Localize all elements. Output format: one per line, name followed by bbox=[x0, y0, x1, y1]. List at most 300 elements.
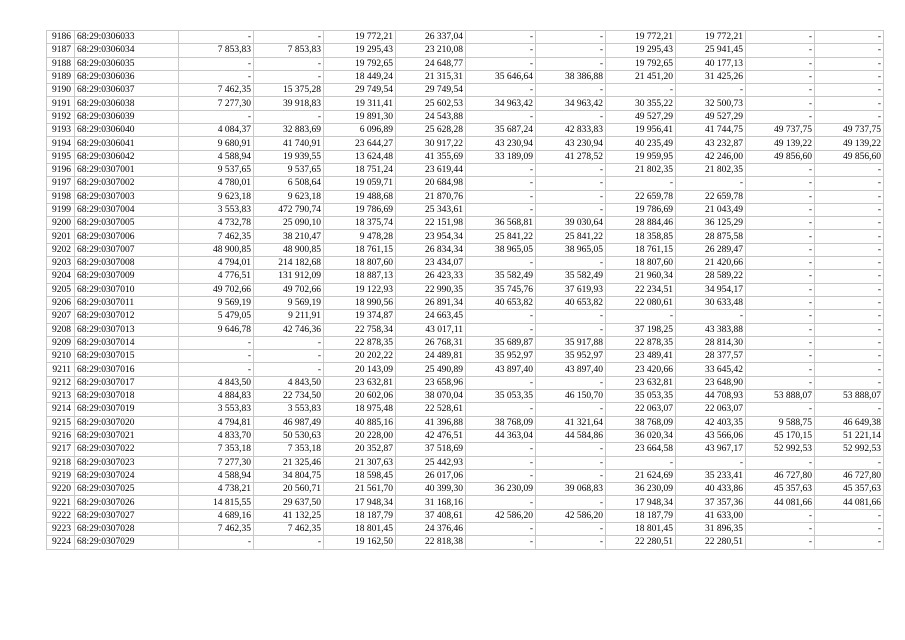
cadastral-code-cell: 68:29:0307008 bbox=[75, 257, 179, 270]
cadastral-code-cell: 68:29:0307018 bbox=[75, 390, 179, 403]
table-row bbox=[47, 124, 884, 137]
cadastral-code-cell: 68:29:0307026 bbox=[75, 496, 179, 509]
value-cell: 7 853,83 bbox=[254, 44, 324, 57]
table-row bbox=[47, 443, 884, 456]
value-cell: 26 337,04 bbox=[396, 31, 466, 44]
table-row bbox=[47, 243, 884, 256]
value-cell: 40 653,82 bbox=[466, 296, 536, 309]
value-cell: - bbox=[815, 177, 884, 190]
value-cell: 19 956,41 bbox=[606, 124, 676, 137]
value-cell: - bbox=[746, 270, 815, 283]
value-cell: 28 884,46 bbox=[606, 217, 676, 230]
value-cell: 29 749,54 bbox=[324, 84, 396, 97]
value-cell: 44 081,66 bbox=[815, 496, 884, 509]
value-cell: 38 386,88 bbox=[536, 70, 606, 83]
value-cell: 22 659,78 bbox=[606, 190, 676, 203]
value-cell: 4 794,01 bbox=[179, 257, 254, 270]
row-number-cell: 9190 bbox=[47, 84, 75, 97]
table-row bbox=[47, 363, 884, 376]
value-cell: 19 059,71 bbox=[324, 177, 396, 190]
value-cell: 22 758,34 bbox=[324, 323, 396, 336]
value-cell: 35 053,35 bbox=[466, 390, 536, 403]
value-cell: 39 030,64 bbox=[536, 217, 606, 230]
value-cell: 9 680,91 bbox=[179, 137, 254, 150]
value-cell: 31 896,35 bbox=[676, 522, 746, 535]
value-cell: 42 403,35 bbox=[676, 416, 746, 429]
value-cell: 35 053,35 bbox=[606, 390, 676, 403]
value-cell: - bbox=[536, 522, 606, 535]
cadastral-code-cell: 68:29:0306036 bbox=[75, 70, 179, 83]
value-cell: 34 963,42 bbox=[536, 97, 606, 110]
value-cell: 25 602,53 bbox=[396, 97, 466, 110]
value-cell: 22 280,51 bbox=[676, 536, 746, 549]
value-cell: - bbox=[179, 31, 254, 44]
value-cell: - bbox=[815, 323, 884, 336]
value-cell: 43 383,88 bbox=[676, 323, 746, 336]
table-row bbox=[47, 217, 884, 230]
value-cell: 49 527,29 bbox=[606, 110, 676, 123]
value-cell: 18 358,85 bbox=[606, 230, 676, 243]
value-cell: 7 462,35 bbox=[179, 522, 254, 535]
value-cell: 28 875,58 bbox=[676, 230, 746, 243]
value-cell: 41 740,91 bbox=[254, 137, 324, 150]
table-row bbox=[47, 483, 884, 496]
value-cell: 18 807,60 bbox=[606, 257, 676, 270]
value-cell: 26 768,31 bbox=[396, 336, 466, 349]
value-cell: 49 737,75 bbox=[746, 124, 815, 137]
row-number-cell: 9219 bbox=[47, 469, 75, 482]
cadastral-code-cell: 68:29:0307007 bbox=[75, 243, 179, 256]
value-cell: 30 917,22 bbox=[396, 137, 466, 150]
value-cell: 42 586,20 bbox=[466, 509, 536, 522]
value-cell: 41 396,88 bbox=[396, 416, 466, 429]
value-cell: - bbox=[466, 536, 536, 549]
value-cell: 22 063,07 bbox=[676, 403, 746, 416]
table-body bbox=[47, 31, 884, 550]
table-row bbox=[47, 70, 884, 83]
value-cell: - bbox=[815, 57, 884, 70]
value-cell: - bbox=[815, 203, 884, 216]
value-cell: 35 233,41 bbox=[676, 469, 746, 482]
value-cell: - bbox=[466, 57, 536, 70]
value-cell: 22 528,61 bbox=[396, 403, 466, 416]
value-cell: 44 081,66 bbox=[746, 496, 815, 509]
row-number-cell: 9216 bbox=[47, 429, 75, 442]
cadastral-code-cell: 68:29:0306034 bbox=[75, 44, 179, 57]
value-cell: - bbox=[466, 443, 536, 456]
row-number-cell: 9193 bbox=[47, 124, 75, 137]
value-cell: 20 352,87 bbox=[324, 443, 396, 456]
value-cell: - bbox=[815, 509, 884, 522]
value-cell: - bbox=[815, 243, 884, 256]
row-number-cell: 9189 bbox=[47, 70, 75, 83]
cadastral-code-cell: 68:29:0307015 bbox=[75, 350, 179, 363]
value-cell: - bbox=[815, 283, 884, 296]
table-row bbox=[47, 84, 884, 97]
value-cell: 53 888,07 bbox=[815, 390, 884, 403]
value-cell: 7 277,30 bbox=[179, 456, 254, 469]
value-cell: 19 162,50 bbox=[324, 536, 396, 549]
value-cell: 36 230,09 bbox=[466, 483, 536, 496]
table-row bbox=[47, 350, 884, 363]
value-cell: 9 478,28 bbox=[324, 230, 396, 243]
value-cell: - bbox=[254, 31, 324, 44]
row-number-cell: 9196 bbox=[47, 163, 75, 176]
value-cell: - bbox=[254, 536, 324, 549]
value-cell: - bbox=[254, 350, 324, 363]
value-cell: 18 975,48 bbox=[324, 403, 396, 416]
value-cell: 18 187,79 bbox=[606, 509, 676, 522]
value-cell: 19 786,69 bbox=[324, 203, 396, 216]
value-cell: 7 353,18 bbox=[254, 443, 324, 456]
row-number-cell: 9187 bbox=[47, 44, 75, 57]
value-cell: - bbox=[746, 509, 815, 522]
value-cell: 19 488,68 bbox=[324, 190, 396, 203]
value-cell: - bbox=[606, 84, 676, 97]
row-number-cell: 9205 bbox=[47, 283, 75, 296]
value-cell: 19 295,43 bbox=[606, 44, 676, 57]
value-cell: 31 425,26 bbox=[676, 70, 746, 83]
value-cell: 4 738,21 bbox=[179, 483, 254, 496]
value-cell: - bbox=[746, 84, 815, 97]
cadastral-code-cell: 68:29:0307019 bbox=[75, 403, 179, 416]
value-cell: - bbox=[536, 376, 606, 389]
value-cell: - bbox=[676, 177, 746, 190]
value-cell: 38 768,09 bbox=[466, 416, 536, 429]
value-cell: 34 804,75 bbox=[254, 469, 324, 482]
value-cell: - bbox=[536, 203, 606, 216]
table-row bbox=[47, 522, 884, 535]
value-cell: - bbox=[466, 310, 536, 323]
value-cell: 38 768,09 bbox=[606, 416, 676, 429]
value-cell: - bbox=[815, 230, 884, 243]
table-row bbox=[47, 469, 884, 482]
row-number-cell: 9222 bbox=[47, 509, 75, 522]
value-cell: 22 063,07 bbox=[606, 403, 676, 416]
row-number-cell: 9206 bbox=[47, 296, 75, 309]
cadastral-code-cell: 68:29:0306038 bbox=[75, 97, 179, 110]
row-number-cell: 9217 bbox=[47, 443, 75, 456]
value-cell: - bbox=[746, 110, 815, 123]
value-cell: - bbox=[536, 469, 606, 482]
value-cell: 43 017,11 bbox=[396, 323, 466, 336]
row-number-cell: 9198 bbox=[47, 190, 75, 203]
value-cell: - bbox=[746, 283, 815, 296]
value-cell: - bbox=[815, 350, 884, 363]
value-cell: - bbox=[466, 31, 536, 44]
value-cell: 22 878,35 bbox=[606, 336, 676, 349]
value-cell: 41 744,75 bbox=[676, 124, 746, 137]
value-cell: 23 954,34 bbox=[396, 230, 466, 243]
cadastral-code-cell: 68:29:0307011 bbox=[75, 296, 179, 309]
row-number-cell: 9207 bbox=[47, 310, 75, 323]
value-cell: 43 566,06 bbox=[676, 429, 746, 442]
value-cell: 23 420,66 bbox=[606, 363, 676, 376]
table-row bbox=[47, 296, 884, 309]
value-cell: 4 833,70 bbox=[179, 429, 254, 442]
value-cell: 19 959,95 bbox=[606, 150, 676, 163]
value-cell: 46 727,80 bbox=[815, 469, 884, 482]
value-cell: - bbox=[746, 97, 815, 110]
value-cell: 18 375,74 bbox=[324, 217, 396, 230]
value-cell: 35 689,87 bbox=[466, 336, 536, 349]
value-cell: 18 761,15 bbox=[324, 243, 396, 256]
value-cell: 34 954,17 bbox=[676, 283, 746, 296]
value-cell: 20 602,06 bbox=[324, 390, 396, 403]
cadastral-code-cell: 68:29:0307029 bbox=[75, 536, 179, 549]
table-row bbox=[47, 31, 884, 44]
table-row bbox=[47, 203, 884, 216]
table-row bbox=[47, 403, 884, 416]
value-cell: 6 508,64 bbox=[254, 177, 324, 190]
value-cell: - bbox=[746, 243, 815, 256]
value-cell: 25 841,22 bbox=[466, 230, 536, 243]
value-cell: 23 434,07 bbox=[396, 257, 466, 270]
value-cell: 19 295,43 bbox=[324, 44, 396, 57]
value-cell: 131 912,09 bbox=[254, 270, 324, 283]
value-cell: 25 841,22 bbox=[536, 230, 606, 243]
cadastral-code-cell: 68:29:0307012 bbox=[75, 310, 179, 323]
value-cell: 43 232,87 bbox=[676, 137, 746, 150]
value-cell: 53 888,07 bbox=[746, 390, 815, 403]
table-row bbox=[47, 310, 884, 323]
table-row bbox=[47, 376, 884, 389]
value-cell: - bbox=[254, 70, 324, 83]
cadastral-code-cell: 68:29:0306041 bbox=[75, 137, 179, 150]
value-cell: 472 790,74 bbox=[254, 203, 324, 216]
value-cell: 30 633,48 bbox=[676, 296, 746, 309]
value-cell: 21 802,35 bbox=[606, 163, 676, 176]
value-cell: - bbox=[815, 336, 884, 349]
value-cell: - bbox=[746, 403, 815, 416]
value-cell: 35 582,49 bbox=[466, 270, 536, 283]
value-cell: 26 423,33 bbox=[396, 270, 466, 283]
value-cell: 41 278,52 bbox=[536, 150, 606, 163]
value-cell: - bbox=[466, 190, 536, 203]
value-cell: 35 952,97 bbox=[536, 350, 606, 363]
value-cell: - bbox=[815, 44, 884, 57]
cadastral-code-cell: 68:29:0306040 bbox=[75, 124, 179, 137]
value-cell: 44 363,04 bbox=[466, 429, 536, 442]
value-cell: 39 918,83 bbox=[254, 97, 324, 110]
value-cell: 23 489,41 bbox=[606, 350, 676, 363]
value-cell: - bbox=[815, 363, 884, 376]
value-cell: 38 210,47 bbox=[254, 230, 324, 243]
value-cell: - bbox=[676, 456, 746, 469]
value-cell: 41 321,64 bbox=[536, 416, 606, 429]
value-cell: 24 648,77 bbox=[396, 57, 466, 70]
value-cell: 7 353,18 bbox=[179, 443, 254, 456]
table-row bbox=[47, 137, 884, 150]
value-cell: 41 355,69 bbox=[396, 150, 466, 163]
value-cell: 7 462,35 bbox=[179, 230, 254, 243]
value-cell: 43 230,94 bbox=[466, 137, 536, 150]
table-row bbox=[47, 163, 884, 176]
value-cell: 49 702,66 bbox=[179, 283, 254, 296]
value-cell: 17 948,34 bbox=[606, 496, 676, 509]
row-number-cell: 9199 bbox=[47, 203, 75, 216]
value-cell: - bbox=[815, 190, 884, 203]
value-cell: - bbox=[536, 190, 606, 203]
value-cell: 35 646,64 bbox=[466, 70, 536, 83]
value-cell: - bbox=[746, 350, 815, 363]
value-cell: - bbox=[746, 203, 815, 216]
value-cell: - bbox=[466, 323, 536, 336]
value-cell: - bbox=[746, 163, 815, 176]
cadastral-code-cell: 68:29:0307017 bbox=[75, 376, 179, 389]
value-cell: 46 727,80 bbox=[746, 469, 815, 482]
value-cell: 21 561,70 bbox=[324, 483, 396, 496]
value-cell: - bbox=[536, 403, 606, 416]
value-cell: 26 891,34 bbox=[396, 296, 466, 309]
value-cell: 21 870,76 bbox=[396, 190, 466, 203]
value-cell: 37 357,36 bbox=[676, 496, 746, 509]
value-cell: - bbox=[746, 190, 815, 203]
value-cell: - bbox=[254, 110, 324, 123]
cadastral-code-cell: 68:29:0307013 bbox=[75, 323, 179, 336]
value-cell: - bbox=[746, 536, 815, 549]
table-row bbox=[47, 190, 884, 203]
value-cell: 22 080,61 bbox=[606, 296, 676, 309]
cadastral-code-cell: 68:29:0307028 bbox=[75, 522, 179, 535]
row-number-cell: 9202 bbox=[47, 243, 75, 256]
row-number-cell: 9186 bbox=[47, 31, 75, 44]
value-cell: 20 684,98 bbox=[396, 177, 466, 190]
value-cell: - bbox=[746, 323, 815, 336]
value-cell: 4 884,83 bbox=[179, 390, 254, 403]
value-cell: 22 990,35 bbox=[396, 283, 466, 296]
value-cell: 24 376,46 bbox=[396, 522, 466, 535]
value-cell: - bbox=[746, 44, 815, 57]
value-cell: 36 020,34 bbox=[606, 429, 676, 442]
value-cell: 49 527,29 bbox=[676, 110, 746, 123]
value-cell: 35 582,49 bbox=[536, 270, 606, 283]
row-number-cell: 9195 bbox=[47, 150, 75, 163]
value-cell: 52 992,53 bbox=[815, 443, 884, 456]
value-cell: 214 182,68 bbox=[254, 257, 324, 270]
value-cell: 41 132,25 bbox=[254, 509, 324, 522]
table-row bbox=[47, 150, 884, 163]
cadastral-code-cell: 68:29:0307027 bbox=[75, 509, 179, 522]
value-cell: - bbox=[815, 310, 884, 323]
value-cell: - bbox=[746, 177, 815, 190]
value-cell: 7 277,30 bbox=[179, 97, 254, 110]
value-cell: 50 530,63 bbox=[254, 429, 324, 442]
table-row bbox=[47, 429, 884, 442]
value-cell: 19 772,21 bbox=[676, 31, 746, 44]
value-cell: 20 228,00 bbox=[324, 429, 396, 442]
value-cell: 22 818,38 bbox=[396, 536, 466, 549]
cadastral-code-cell: 68:29:0306037 bbox=[75, 84, 179, 97]
value-cell: 19 772,21 bbox=[606, 31, 676, 44]
cadastral-code-cell: 68:29:0306033 bbox=[75, 31, 179, 44]
value-cell: 25 628,28 bbox=[396, 124, 466, 137]
value-cell: 7 853,83 bbox=[179, 44, 254, 57]
row-number-cell: 9201 bbox=[47, 230, 75, 243]
value-cell: 18 761,15 bbox=[606, 243, 676, 256]
value-cell: 46 649,38 bbox=[815, 416, 884, 429]
row-number-cell: 9208 bbox=[47, 323, 75, 336]
table-row bbox=[47, 44, 884, 57]
value-cell: 19 792,65 bbox=[324, 57, 396, 70]
value-cell: 3 553,83 bbox=[179, 203, 254, 216]
value-cell: 28 377,57 bbox=[676, 350, 746, 363]
row-number-cell: 9209 bbox=[47, 336, 75, 349]
value-cell: 45 170,15 bbox=[746, 429, 815, 442]
value-cell: 19 891,30 bbox=[324, 110, 396, 123]
table-row bbox=[47, 283, 884, 296]
value-cell: 38 965,05 bbox=[536, 243, 606, 256]
value-cell: 48 900,85 bbox=[254, 243, 324, 256]
value-cell: - bbox=[815, 522, 884, 535]
row-number-cell: 9212 bbox=[47, 376, 75, 389]
value-cell: - bbox=[179, 57, 254, 70]
value-cell: 43 967,17 bbox=[676, 443, 746, 456]
value-cell: 35 745,76 bbox=[466, 283, 536, 296]
value-cell: 49 139,22 bbox=[746, 137, 815, 150]
row-number-cell: 9224 bbox=[47, 536, 75, 549]
cadastral-code-cell: 68:29:0307014 bbox=[75, 336, 179, 349]
value-cell: 20 560,71 bbox=[254, 483, 324, 496]
value-cell: 18 807,60 bbox=[324, 257, 396, 270]
value-cell: 26 834,34 bbox=[396, 243, 466, 256]
value-cell: - bbox=[746, 217, 815, 230]
value-cell: - bbox=[815, 217, 884, 230]
value-cell: 21 960,34 bbox=[606, 270, 676, 283]
value-cell: - bbox=[536, 496, 606, 509]
row-number-cell: 9220 bbox=[47, 483, 75, 496]
value-cell: 25 941,45 bbox=[676, 44, 746, 57]
value-cell: 22 878,35 bbox=[324, 336, 396, 349]
value-cell: - bbox=[466, 203, 536, 216]
value-cell: 42 586,20 bbox=[536, 509, 606, 522]
value-cell: - bbox=[536, 57, 606, 70]
value-cell: 44 708,93 bbox=[676, 390, 746, 403]
row-number-cell: 9210 bbox=[47, 350, 75, 363]
value-cell: 31 168,16 bbox=[396, 496, 466, 509]
value-cell: - bbox=[466, 376, 536, 389]
value-cell: - bbox=[536, 163, 606, 176]
value-cell: 49 139,22 bbox=[815, 137, 884, 150]
value-cell: 33 645,42 bbox=[676, 363, 746, 376]
cadastral-code-cell: 68:29:0307003 bbox=[75, 190, 179, 203]
value-cell: 4 843,50 bbox=[179, 376, 254, 389]
value-cell: 7 462,35 bbox=[179, 84, 254, 97]
value-cell: - bbox=[466, 456, 536, 469]
cadastral-code-cell: 68:29:0307023 bbox=[75, 456, 179, 469]
value-cell: - bbox=[536, 110, 606, 123]
value-cell: 43 897,40 bbox=[466, 363, 536, 376]
row-number-cell: 9203 bbox=[47, 257, 75, 270]
value-cell: 14 815,55 bbox=[179, 496, 254, 509]
value-cell: 23 632,81 bbox=[606, 376, 676, 389]
table-row bbox=[47, 270, 884, 283]
value-cell: 18 598,45 bbox=[324, 469, 396, 482]
table-row bbox=[47, 416, 884, 429]
value-cell: - bbox=[815, 403, 884, 416]
value-cell: 9 623,18 bbox=[179, 190, 254, 203]
value-cell: 40 177,13 bbox=[676, 57, 746, 70]
table-row bbox=[47, 336, 884, 349]
value-cell: - bbox=[254, 57, 324, 70]
value-cell: 20 202,22 bbox=[324, 350, 396, 363]
value-cell: - bbox=[746, 376, 815, 389]
cadastral-code-cell: 68:29:0307021 bbox=[75, 429, 179, 442]
value-cell: - bbox=[536, 257, 606, 270]
value-cell: - bbox=[254, 363, 324, 376]
value-cell: 40 399,30 bbox=[396, 483, 466, 496]
cadastral-code-cell: 68:29:0307006 bbox=[75, 230, 179, 243]
